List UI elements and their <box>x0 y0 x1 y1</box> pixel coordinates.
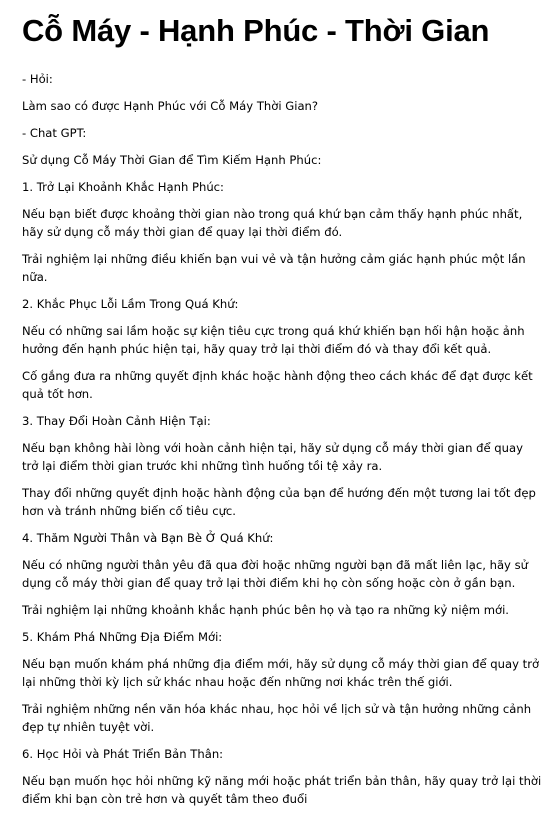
section-1-paragraph-1: Nếu bạn biết được khoảng thời gian nào trong quá khứ bạn cảm thấy hạnh phúc nhất, hãy sử dụng cỗ máy thời gian để quay lại thời điểm đó. <box>22 207 523 239</box>
section-heading-1: 1. Trở Lại Khoảnh Khắc Hạnh Phúc: <box>22 180 224 194</box>
section-4-paragraph-2: Trải nghiệm lại những khoảnh khắc hạnh phúc bên họ và tạo ra những kỷ niệm mới. <box>22 603 509 617</box>
document-title: Cỗ Máy - Hạnh Phúc - Thời Gian <box>22 13 490 48</box>
question-text: Làm sao có được Hạnh Phúc với Cỗ Máy Thời Gian? <box>22 99 319 113</box>
section-heading-2: 2. Khắc Phục Lỗi Lầm Trong Quá Khứ: <box>22 297 239 311</box>
answer-label: - Chat GPT: <box>22 126 87 140</box>
section-heading-5: 5. Khám Phá Những Địa Điểm Mới: <box>22 630 223 644</box>
section-2-paragraph-2: Cố gắng đưa ra những quyết định khác hoặc hành động theo cách khác để đạt được kết quả tốt hơn. <box>22 369 533 401</box>
section-5-paragraph-2: Trải nghiệm những nền văn hóa khác nhau, học hỏi về lịch sử và tận hưởng những cảnh đẹp tự nhiên tuyệt vời. <box>22 702 532 734</box>
document-body <box>22 70 543 808</box>
section-heading-4: 4. Thăm Người Thân và Bạn Bè Ở Quá Khứ: <box>22 531 274 545</box>
question-label: - Hỏi: <box>22 72 53 86</box>
section-3-paragraph-1: Nếu bạn không hài lòng với hoàn cảnh hiện tại, hãy sử dụng cỗ máy thời gian để quay trở lại điểm thời gian trước khi những tình huống tồi tệ xảy ra. <box>22 441 523 473</box>
section-3-paragraph-2: Thay đổi những quyết định hoặc hành động của bạn để hướng đến một tương lai tốt đẹp hơn và tránh những biến cố tiêu cực. <box>22 486 536 518</box>
section-5-paragraph-1: Nếu bạn muốn khám phá những địa điểm mới, hãy sử dụng cỗ máy thời gian để quay trở lại những thời kỳ lịch sử khác nhau hoặc đến những nơi khác trên thế giới. <box>22 657 540 689</box>
section-heading-3: 3. Thay Đổi Hoàn Cảnh Hiện Tại: <box>22 414 211 428</box>
section-1-paragraph-2: Trải nghiệm lại những điều khiến bạn vui vẻ và tận hưởng cảm giác hạnh phúc một lần nữa. <box>22 252 526 284</box>
section-heading-6: 6. Học Hỏi và Phát Triển Bản Thân: <box>22 747 224 761</box>
section-4-paragraph-1: Nếu có những người thân yêu đã qua đời hoặc những người bạn đã mất liên lạc, hãy sử dụng cỗ máy thời gian để quay trở lại thời điểm khi họ còn sống hoặc còn ở gần bạn. <box>22 558 528 590</box>
section-2-paragraph-1: Nếu có những sai lầm hoặc sự kiện tiêu cực trong quá khứ khiến bạn hối hận hoặc ảnh hưởng đến hạnh phúc hiện tại, hãy quay trở lại thời điểm đó và thay đổi kết quả. <box>22 324 525 356</box>
section-6-paragraph-1: Nếu bạn muốn học hỏi những kỹ năng mới hoặc phát triển bản thân, hãy quay trở lại thời điểm khi bạn còn trẻ hơn và quyết tâm theo đuổi <box>22 774 542 806</box>
answer-intro: Sử dụng Cỗ Máy Thời Gian để Tìm Kiếm Hạnh Phúc: <box>22 153 322 167</box>
